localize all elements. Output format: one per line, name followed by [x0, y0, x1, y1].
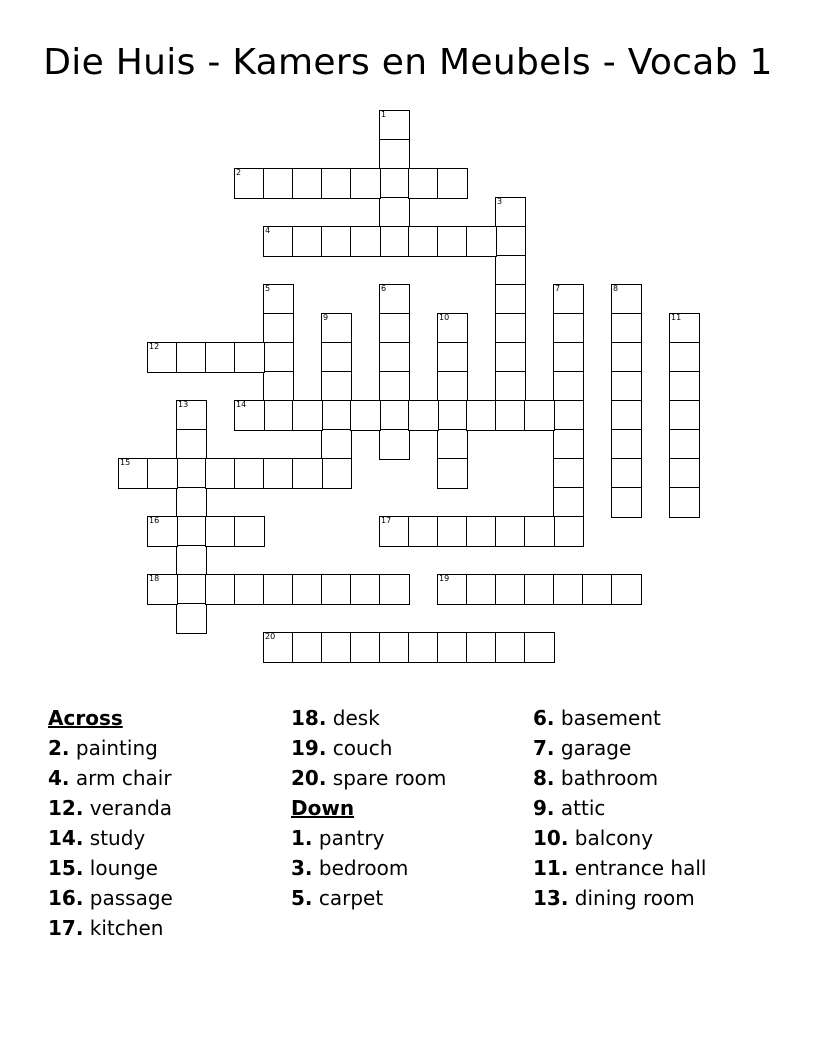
grid-cell[interactable]: [524, 574, 555, 605]
clue-across-4: [48, 763, 173, 793]
grid-cell[interactable]: [234, 574, 265, 605]
grid-cell[interactable]: [263, 574, 294, 605]
grid-cell[interactable]: [379, 168, 410, 199]
clue-number: 13.: [533, 886, 569, 910]
grid-cell[interactable]: [611, 458, 642, 489]
grid-cell[interactable]: [524, 516, 555, 547]
grid-cell[interactable]: [553, 458, 584, 489]
clue-number: 5.: [291, 886, 313, 910]
grid-cell[interactable]: [234, 458, 265, 489]
clue-number: 19.: [291, 736, 327, 760]
grid-cell[interactable]: [379, 197, 410, 228]
grid-cell[interactable]: [350, 400, 381, 431]
grid-cell[interactable]: [321, 226, 352, 257]
clue-down-6: [533, 703, 706, 733]
clue-number: 14.: [48, 826, 84, 850]
grid-cell[interactable]: [321, 371, 352, 402]
grid-cell[interactable]: [263, 342, 294, 373]
clue-text: arm chair: [69, 766, 172, 790]
clue-across-18: [291, 703, 446, 733]
clue-text: painting: [69, 736, 158, 760]
clue-number: 8.: [533, 766, 555, 790]
clue-text: attic: [554, 796, 606, 820]
clue-number: 7.: [533, 736, 555, 760]
grid-cell[interactable]: [321, 632, 352, 663]
cell-number: 7: [555, 284, 561, 293]
grid-cell[interactable]: [553, 313, 584, 344]
grid-cell[interactable]: [321, 574, 352, 605]
grid-cell[interactable]: [176, 516, 207, 547]
grid-cell[interactable]: [466, 400, 497, 431]
clue-down-5: [291, 883, 446, 913]
grid-cell[interactable]: [495, 371, 526, 402]
clue-number: 16.: [48, 886, 84, 910]
across-heading: Across: [48, 706, 123, 730]
clue-text: couch: [326, 736, 393, 760]
grid-cell[interactable]: [147, 342, 178, 373]
grid-cell[interactable]: [263, 371, 294, 402]
clue-number: 1.: [291, 826, 313, 850]
clue-across-17: [48, 913, 173, 943]
grid-cell[interactable]: [379, 313, 410, 344]
grid-cell[interactable]: [466, 632, 497, 663]
grid-cell[interactable]: [437, 429, 468, 460]
cell-number: 2: [236, 168, 242, 177]
grid-cell[interactable]: [263, 400, 294, 431]
grid-cell[interactable]: [611, 429, 642, 460]
grid-cell[interactable]: [669, 429, 700, 460]
grid-cell[interactable]: [176, 400, 207, 431]
grid-cell[interactable]: [611, 400, 642, 431]
grid-cell[interactable]: [408, 226, 439, 257]
grid-cell[interactable]: [553, 487, 584, 518]
clue-text: spare room: [326, 766, 447, 790]
cell-number: 19: [439, 574, 450, 583]
grid-cell[interactable]: [234, 168, 265, 199]
grid-cell[interactable]: [350, 226, 381, 257]
clue-down-1: [291, 823, 446, 853]
clue-text: carpet: [312, 886, 384, 910]
grid-cell[interactable]: [234, 400, 265, 431]
grid-cell[interactable]: [437, 168, 468, 199]
grid-cell[interactable]: [495, 574, 526, 605]
grid-cell[interactable]: [495, 342, 526, 373]
grid-cell[interactable]: [176, 545, 207, 576]
grid-cell[interactable]: [147, 574, 178, 605]
grid-cell[interactable]: [466, 516, 497, 547]
cell-number: 6: [381, 284, 387, 293]
clue-text: pantry: [312, 826, 385, 850]
grid-cell[interactable]: [379, 400, 410, 431]
grid-cell[interactable]: [176, 458, 207, 489]
clue-text: basement: [554, 706, 661, 730]
clue-down-3: [291, 853, 446, 883]
grid-cell[interactable]: [437, 458, 468, 489]
grid-cell[interactable]: [350, 574, 381, 605]
grid-cell[interactable]: [553, 342, 584, 373]
grid-cell[interactable]: [611, 284, 642, 315]
cell-number: 1: [381, 110, 387, 119]
grid-cell[interactable]: [553, 574, 584, 605]
grid-cell[interactable]: [379, 429, 410, 460]
grid-cell[interactable]: [350, 632, 381, 663]
grid-cell[interactable]: [669, 458, 700, 489]
grid-cell[interactable]: [553, 371, 584, 402]
grid-cell[interactable]: [437, 632, 468, 663]
grid-cell[interactable]: [437, 516, 468, 547]
clue-across-12: [48, 793, 173, 823]
grid-cell[interactable]: [669, 371, 700, 402]
grid-cell[interactable]: [379, 371, 410, 402]
grid-cell[interactable]: [379, 574, 410, 605]
grid-cell[interactable]: [495, 632, 526, 663]
clue-number: 9.: [533, 796, 555, 820]
clue-across-20: [291, 763, 446, 793]
grid-cell[interactable]: [205, 574, 236, 605]
cell-number: 8: [613, 284, 619, 293]
clue-across-2: [48, 733, 173, 763]
grid-cell[interactable]: [495, 313, 526, 344]
clue-across-15: [48, 853, 173, 883]
clue-text: dining room: [568, 886, 695, 910]
clue-down-7: [533, 733, 706, 763]
grid-cell[interactable]: [263, 226, 294, 257]
grid-cell[interactable]: [321, 429, 352, 460]
cell-number: 9: [323, 313, 329, 322]
grid-cell[interactable]: [553, 516, 584, 547]
cell-number: 10: [439, 313, 450, 322]
grid-cell[interactable]: [408, 632, 439, 663]
grid-cell[interactable]: [292, 632, 323, 663]
cell-number: 13: [178, 400, 189, 409]
grid-cell[interactable]: [611, 342, 642, 373]
grid-cell[interactable]: [437, 226, 468, 257]
grid-cell[interactable]: [176, 603, 207, 634]
grid-cell[interactable]: [176, 574, 207, 605]
down-heading: Down: [291, 796, 355, 820]
grid-cell[interactable]: [176, 487, 207, 518]
grid-cell[interactable]: [205, 458, 236, 489]
clue-column-2: [291, 703, 446, 913]
grid-cell[interactable]: [437, 574, 468, 605]
grid-cell[interactable]: [669, 487, 700, 518]
cell-number: 4: [265, 226, 271, 235]
cell-number: 5: [265, 284, 271, 293]
clue-text: veranda: [83, 796, 173, 820]
grid-cell[interactable]: [205, 342, 236, 373]
clue-number: 4.: [48, 766, 70, 790]
clue-number: 3.: [291, 856, 313, 880]
clue-text: garage: [554, 736, 632, 760]
clue-number: 20.: [291, 766, 327, 790]
grid-cell[interactable]: [437, 342, 468, 373]
grid-cell[interactable]: [408, 516, 439, 547]
grid-cell[interactable]: [611, 313, 642, 344]
grid-cell[interactable]: [553, 284, 584, 315]
grid-cell[interactable]: [292, 400, 323, 431]
grid-cell[interactable]: [379, 110, 410, 141]
grid-cell[interactable]: [350, 168, 381, 199]
clue-down-10: [533, 823, 706, 853]
grid-cell[interactable]: [524, 632, 555, 663]
grid-cell[interactable]: [234, 342, 265, 373]
grid-cell[interactable]: [321, 168, 352, 199]
grid-cell[interactable]: [147, 458, 178, 489]
grid-cell[interactable]: [379, 226, 410, 257]
clue-down-8: [533, 763, 706, 793]
grid-cell[interactable]: [263, 313, 294, 344]
clue-text: kitchen: [83, 916, 164, 940]
grid-cell[interactable]: [437, 371, 468, 402]
clue-number: 15.: [48, 856, 84, 880]
grid-cell[interactable]: [611, 487, 642, 518]
clue-across-14: [48, 823, 173, 853]
cell-number: 12: [149, 342, 160, 351]
clue-text: bathroom: [554, 766, 659, 790]
clue-number: 18.: [291, 706, 327, 730]
grid-cell[interactable]: [321, 400, 352, 431]
cell-number: 16: [149, 516, 160, 525]
grid-cell[interactable]: [321, 313, 352, 344]
grid-cell[interactable]: [379, 342, 410, 373]
grid-cell[interactable]: [669, 342, 700, 373]
cell-number: 3: [497, 197, 503, 206]
grid-cell[interactable]: [466, 226, 497, 257]
grid-cell[interactable]: [292, 574, 323, 605]
grid-cell[interactable]: [321, 342, 352, 373]
grid-cell[interactable]: [524, 400, 555, 431]
grid-cell[interactable]: [205, 516, 236, 547]
clue-text: passage: [83, 886, 173, 910]
grid-cell[interactable]: [437, 313, 468, 344]
grid-cell[interactable]: [263, 632, 294, 663]
clue-number: 11.: [533, 856, 569, 880]
grid-cell[interactable]: [379, 139, 410, 170]
grid-cell[interactable]: [669, 313, 700, 344]
grid-cell[interactable]: [176, 342, 207, 373]
grid-cell[interactable]: [611, 574, 642, 605]
grid-cell[interactable]: [292, 168, 323, 199]
clue-column-1: [48, 703, 173, 943]
grid-cell[interactable]: [234, 516, 265, 547]
grid-cell[interactable]: [292, 458, 323, 489]
grid-cell[interactable]: [176, 429, 207, 460]
grid-cell[interactable]: [321, 458, 352, 489]
grid-cell[interactable]: [582, 574, 613, 605]
clue-column-3: [533, 703, 706, 913]
cell-number: 11: [671, 313, 682, 322]
clue-text: balcony: [568, 826, 654, 850]
cell-number: 17: [381, 516, 392, 525]
grid-cell[interactable]: [263, 168, 294, 199]
clue-text: lounge: [83, 856, 158, 880]
grid-cell[interactable]: [263, 284, 294, 315]
clue-text: desk: [326, 706, 380, 730]
grid-cell[interactable]: [553, 400, 584, 431]
cell-number: 20: [265, 632, 276, 641]
grid-cell[interactable]: [408, 168, 439, 199]
grid-cell[interactable]: [118, 458, 149, 489]
clue-text: bedroom: [312, 856, 409, 880]
clue-text: study: [83, 826, 146, 850]
grid-cell[interactable]: [466, 574, 497, 605]
grid-cell[interactable]: [495, 516, 526, 547]
grid-cell[interactable]: [611, 371, 642, 402]
grid-cell[interactable]: [437, 400, 468, 431]
grid-cell[interactable]: [408, 400, 439, 431]
grid-cell[interactable]: [379, 284, 410, 315]
grid-cell[interactable]: [553, 429, 584, 460]
page-title: Die Huis - Kamers en Meubels - Vocab 1: [43, 42, 773, 83]
cell-number: 14: [236, 400, 247, 409]
cell-number: 15: [120, 458, 131, 467]
grid-cell[interactable]: [495, 197, 526, 228]
grid-cell[interactable]: [495, 255, 526, 286]
clue-number: 17.: [48, 916, 84, 940]
grid-cell[interactable]: [147, 516, 178, 547]
grid-cell[interactable]: [495, 284, 526, 315]
grid-cell[interactable]: [379, 632, 410, 663]
clue-down-9: [533, 793, 706, 823]
clue-number: 12.: [48, 796, 84, 820]
grid-cell[interactable]: [379, 516, 410, 547]
grid-cell[interactable]: [495, 400, 526, 431]
clue-across-19: [291, 733, 446, 763]
grid-cell[interactable]: [669, 400, 700, 431]
clue-number: 10.: [533, 826, 569, 850]
grid-cell[interactable]: [495, 226, 526, 257]
grid-cell[interactable]: [292, 226, 323, 257]
clue-down-13: [533, 883, 706, 913]
cell-number: 18: [149, 574, 160, 583]
clue-down-11: [533, 853, 706, 883]
clue-text: entrance hall: [568, 856, 707, 880]
clue-across-16: [48, 883, 173, 913]
grid-cell[interactable]: [263, 458, 294, 489]
clue-number: 6.: [533, 706, 555, 730]
clue-number: 2.: [48, 736, 70, 760]
